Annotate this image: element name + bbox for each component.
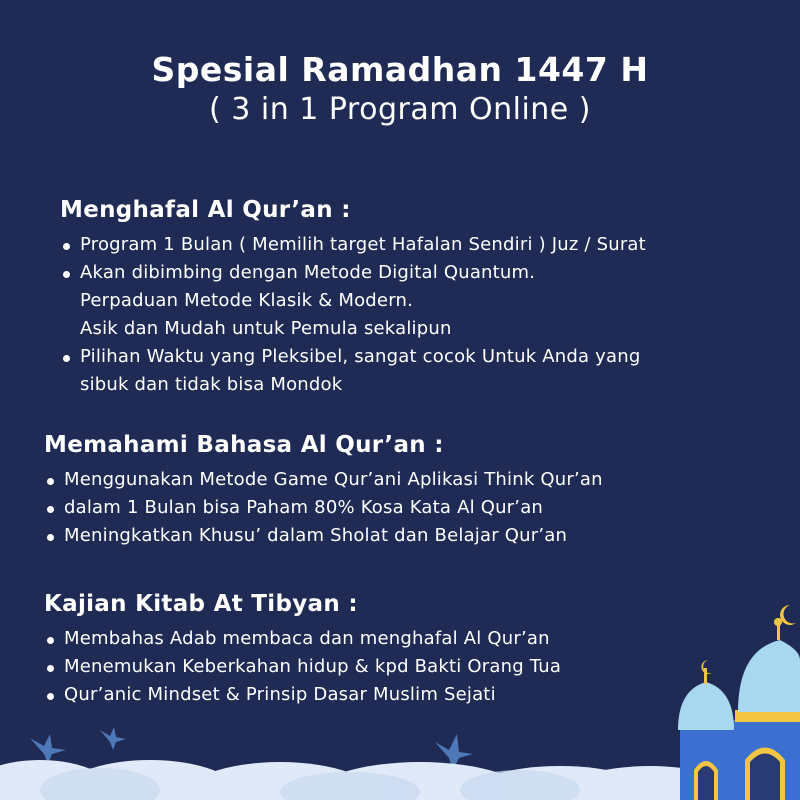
section-heading: Kajian Kitab At Tibyan :	[44, 591, 358, 617]
list-item: Akan dibimbing dengan Metode Digital Quantum. Perpaduan Metode Klasik & Modern. Asik dan Mudah untuk Pemula sekalipun	[60, 259, 780, 343]
section-heading: Memahami Bahasa Al Qur’an :	[44, 432, 444, 458]
list-item: Menggunakan Metode Game Qur’ani Aplikasi Think Qur’an	[44, 466, 764, 494]
cloud-decoration	[0, 760, 740, 800]
bird-icon	[30, 727, 592, 792]
bullet-list	[60, 231, 780, 399]
section-memahami	[44, 432, 764, 550]
page-subtitle: ( 3 in 1 Program Online )	[209, 92, 591, 127]
list-item: dalam 1 Bulan bisa Paham 80% Kosa Kata Al Qur’an	[44, 494, 764, 522]
section-menghafal	[60, 197, 780, 399]
list-item: Qur’anic Mindset & Prinsip Dasar Muslim Sejati	[44, 681, 744, 709]
section-kajian	[44, 591, 744, 709]
list-item: Pilihan Waktu yang Pleksibel, sangat cocok Untuk Anda yang sibuk dan tidak bisa Mondok	[60, 343, 780, 399]
list-item: Membahas Adab membaca dan menghafal Al Qur’an	[44, 625, 744, 653]
bullet-list	[44, 625, 744, 709]
page-title: Spesial Ramadhan 1447 H	[151, 50, 649, 89]
section-heading: Menghafal Al Qur’an :	[60, 197, 351, 223]
list-item: Menemukan Keberkahan hidup & kpd Bakti Orang Tua	[44, 653, 744, 681]
bullet-list	[44, 466, 764, 550]
list-item: Program 1 Bulan ( Memilih target Hafalan Sendiri ) Juz / Surat	[60, 231, 780, 259]
list-item: Meningkatkan Khusu’ dalam Sholat dan Belajar Qur’an	[44, 522, 764, 550]
